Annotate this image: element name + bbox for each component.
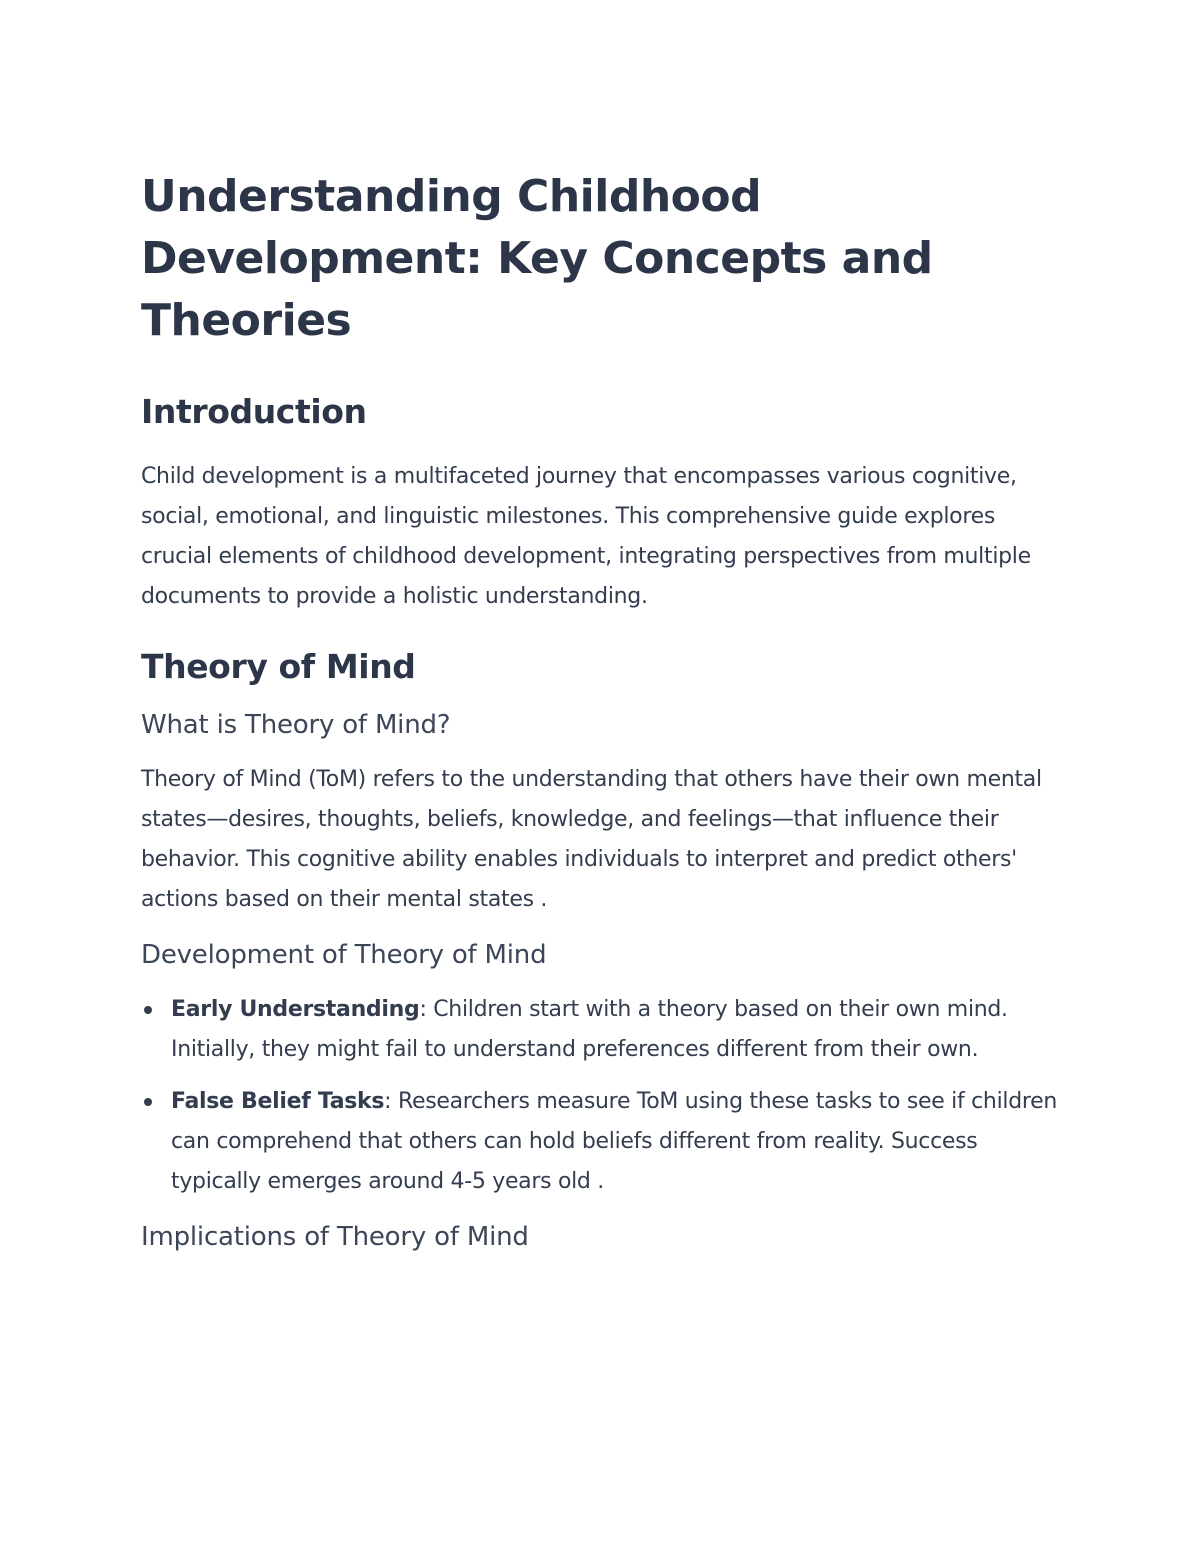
introduction-heading: Introduction: [141, 392, 367, 431]
what-is-tom-heading: What is Theory of Mind?: [141, 710, 451, 740]
document-title: Understanding Childhood Development: Key Concepts and Theories: [141, 171, 933, 346]
list-item: [141, 990, 1071, 1070]
development-bullet-list: [141, 990, 1071, 1202]
bullet-text: : Researchers measure ToM using these tasks to see if children can comprehend that others can hold beliefs different from reality. Success typically emerges around 4-5 years old .: [171, 1089, 1058, 1194]
bullet-term: Early Understanding: [171, 997, 420, 1022]
list-item: [141, 1082, 1071, 1202]
implications-of-tom-heading: Implications of Theory of Mind: [141, 1222, 529, 1252]
document-page: [141, 166, 1071, 1252]
what-is-tom-paragraph: Theory of Mind (ToM) refers to the understanding that others have their own mental states—desires, thoughts, beliefs, knowledge, and feelings—that influence their behavior. This cognitive ability enables individuals to interpret and predict others' actions based on their mental states .: [141, 767, 1042, 912]
theory-of-mind-heading: Theory of Mind: [141, 647, 416, 686]
bullet-dot-icon: [144, 1098, 152, 1106]
introduction-paragraph: Child development is a multifaceted journey that encompasses various cognitive, social, emotional, and linguistic milestones. This comprehensive guide explores crucial elements of childhood development, integrating perspectives from multiple documents to provide a holistic understanding.: [141, 464, 1031, 609]
bullet-term: False Belief Tasks: [171, 1089, 385, 1114]
development-of-tom-heading: Development of Theory of Mind: [141, 940, 547, 970]
bullet-text: : Children start with a theory based on their own mind. Initially, they might fail to understand preferences different from their own.: [171, 997, 1008, 1062]
bullet-dot-icon: [144, 1006, 152, 1014]
